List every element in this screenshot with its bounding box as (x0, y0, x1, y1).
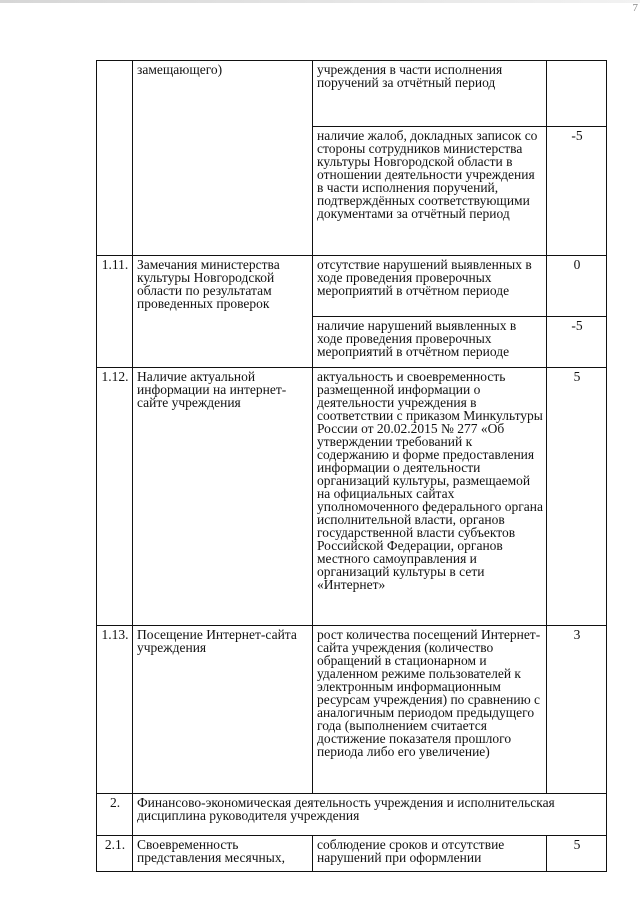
row-number-cell (97, 61, 133, 256)
table-row (97, 368, 607, 626)
row-number-cell: 1.12. (97, 368, 133, 626)
section-number-cell: 2. (97, 794, 133, 836)
scan-top-edge (0, 0, 640, 3)
edge-mark: 7 (632, 2, 638, 14)
score-cell: 5 (547, 836, 607, 872)
score-cell (547, 61, 607, 127)
indicator-name-cell: Наличие актуальной информации на интернет-сайте учреждения (133, 368, 313, 626)
criterion-cell: наличие жалоб, докладных записок со стороны сотрудников министерства культуры Новгородской области в отношении деятельности учреждения в части исполнения поручений, подтверждённых соответствующими документами за отчётный период (313, 127, 547, 256)
indicator-name-cell: Замечания министерства культуры Новгородской области по результатам проведенных проверок (133, 256, 313, 368)
section-title-cell: Финансово-экономическая деятельность учреждения и исполнительская дисциплина руководителя учреждения (133, 794, 607, 836)
score-cell: -5 (547, 127, 607, 256)
criteria-table (96, 60, 607, 872)
row-number-cell: 2.1. (97, 836, 133, 872)
criterion-cell: актуальность и своевременность размещенной информации о деятельности учреждения в соответствии с приказом Минкультуры России от 20.02.2015 № 277 «Об утверждении требований к содержанию и форме предоставления информации о деятельности организаций культуры, размещаемой на официальных сайтах уполномоченного федерального органа исполнительной власти, органов государственной власти субъектов Российской Федерации, органов местного самоуправления и организаций культуры в сети «Интернет» (313, 368, 547, 626)
criterion-cell: учреждения в части исполнения поручений за отчётный период (313, 61, 547, 127)
score-cell: -5 (547, 317, 607, 368)
indicator-name-cell: Посещение Интернет-сайта учреждения (133, 626, 313, 794)
criterion-cell: наличие нарушений выявленных в ходе проведения проверочных мероприятий в отчётном периоде (313, 317, 547, 368)
score-cell: 3 (547, 626, 607, 794)
table-row (97, 836, 607, 872)
criterion-cell: рост количества посещений Интернет-сайта учреждения (количество обращений в стационарном и удаленном режиме пользователей к электронным информационным ресурсам учреждения) по сравнению с аналогичным периодом предыдущего года (выполнением считается достижение показателя прошлого периода либо его увеличение) (313, 626, 547, 794)
row-number-cell: 1.13. (97, 626, 133, 794)
table-row (97, 626, 607, 794)
row-number-cell: 1.11. (97, 256, 133, 368)
indicator-name-cell: замещающего) (133, 61, 313, 256)
score-cell: 0 (547, 256, 607, 317)
criterion-cell: отсутствие нарушений выявленных в ходе проведения проверочных мероприятий в отчётном периоде (313, 256, 547, 317)
indicator-name-cell: Своевременность представления месячных, (133, 836, 313, 872)
table-row (97, 61, 607, 127)
criterion-cell: соблюдение сроков и отсутствие нарушений при оформлении (313, 836, 547, 872)
table-row (97, 256, 607, 317)
score-cell: 5 (547, 368, 607, 626)
section-row (97, 794, 607, 836)
